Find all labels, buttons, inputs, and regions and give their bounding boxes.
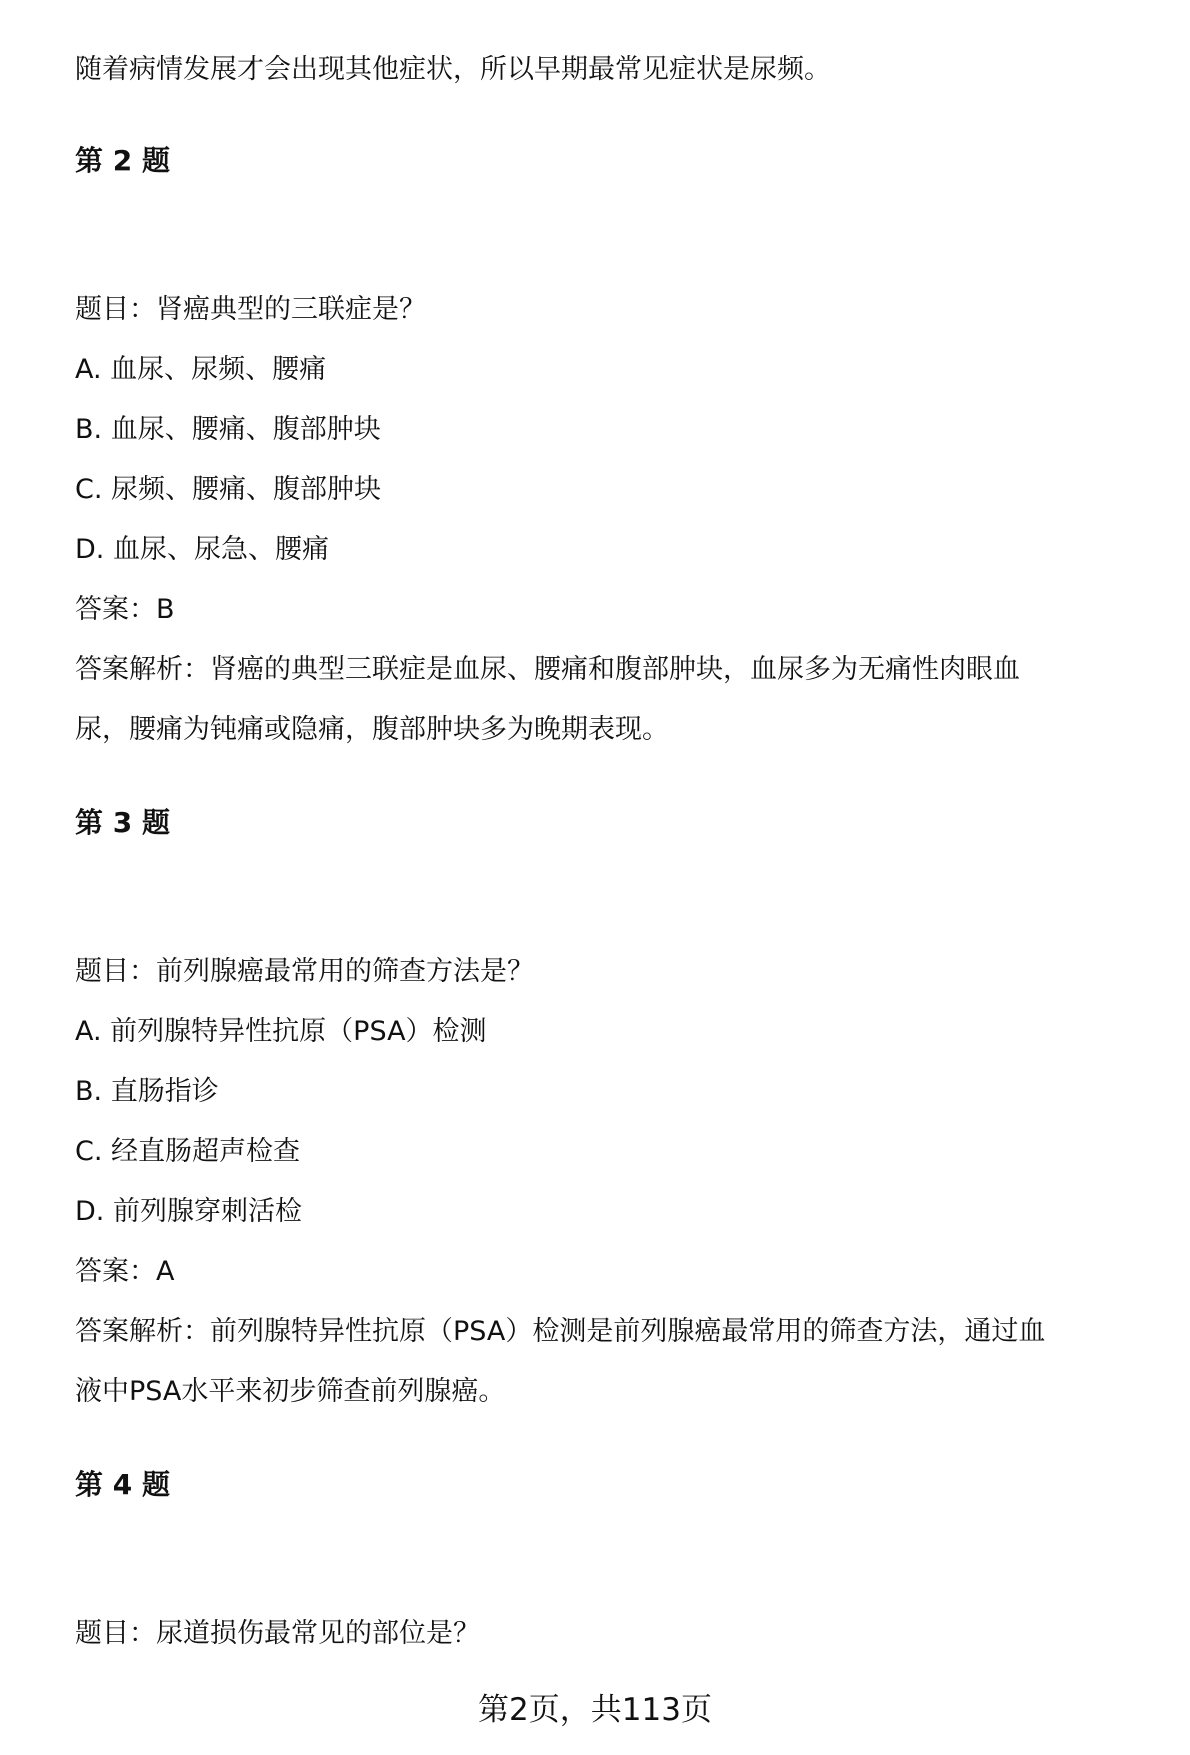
question-3-option-c: C. 经直肠超声检查 (75, 1136, 301, 1167)
question-2-option-c: C. 尿频、腰痛、腹部肿块 (75, 474, 382, 505)
question-3-explanation-line-1: 答案解析：前列腺特异性抗原（PSA）检测是前列腺癌最常用的筛查方法，通过血 (75, 1316, 1046, 1347)
intro-text: 随着病情发展才会出现其他症状，所以早期最常见症状是尿频。 (75, 54, 831, 85)
question-2-explanation-line-2: 尿，腰痛为钝痛或隐痛，腹部肿块多为晚期表现。 (75, 714, 669, 745)
question-3-option-b: B. 直肠指诊 (75, 1076, 219, 1107)
question-4-stem: 题目：尿道损伤最常见的部位是？ (75, 1618, 480, 1649)
question-2-option-a: A. 血尿、尿频、腰痛 (75, 354, 327, 385)
question-2-answer: 答案：B (75, 594, 175, 625)
question-3-answer: 答案：A (75, 1256, 175, 1287)
page-footer: 第2页，共113页 (478, 1692, 712, 1728)
question-2-option-b: B. 血尿、腰痛、腹部肿块 (75, 414, 381, 445)
question-3-explanation-line-2: 液中PSA水平来初步筛查前列腺癌。 (75, 1376, 506, 1407)
question-3-heading: 第 3 题 (75, 806, 170, 839)
question-2-stem: 题目：肾癌典型的三联症是？ (75, 294, 426, 325)
question-2-option-d: D. 血尿、尿急、腰痛 (75, 534, 329, 565)
question-3-option-a: A. 前列腺特异性抗原（PSA）检测 (75, 1016, 487, 1047)
question-2-heading: 第 2 题 (75, 144, 170, 177)
question-4-heading: 第 4 题 (75, 1468, 170, 1501)
question-3-option-d: D. 前列腺穿刺活检 (75, 1196, 302, 1227)
question-3-stem: 题目：前列腺癌最常用的筛查方法是？ (75, 956, 534, 987)
question-2-explanation-line-1: 答案解析：肾癌的典型三联症是血尿、腰痛和腹部肿块，血尿多为无痛性肉眼血 (75, 654, 1020, 685)
